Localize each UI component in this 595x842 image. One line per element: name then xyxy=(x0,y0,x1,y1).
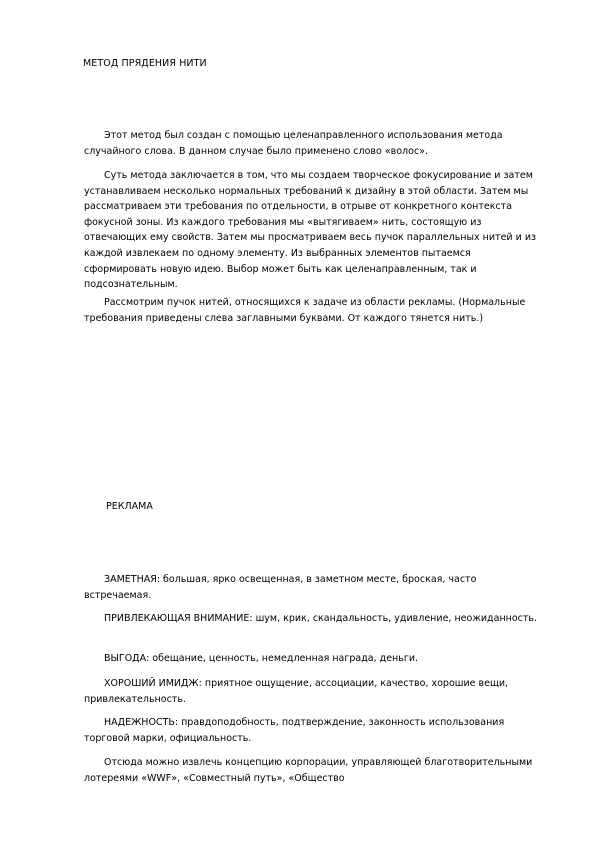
requirement-item: ЗАМЕТНАЯ: большая, ярко освещенная, в заметном месте, броская, часто встречаемая. xyxy=(84,574,477,601)
requirement-item: ВЫГОДА: обещание, ценность, немедленная награда, деньги. xyxy=(104,653,419,664)
method-description-paragraph: Суть метода заключается в том, что мы создаем творческое фокусирование и затем устанавливаем несколько нормальных требований к дизайну в этой области. Затем мы рассматриваем эти требования по отдельности, в отрыве от конкретного контекста фокусной зоны. Из каждого требования мы «вытягиваем» нить, состоящую из отвечающих ему свойств. Затем мы просматриваем весь пучок параллельных нитей и из каждой извлекаем по одному элементу. Из выбранных элементов пытаемся сформировать новую идею. Выбор может быть как целенаправленным, так и подсознательным. xyxy=(84,170,537,291)
document-title: МЕТОД ПРЯДЕНИЯ НИТИ xyxy=(83,58,207,69)
section-heading: РЕКЛАМА xyxy=(106,501,153,512)
closing-paragraph: Отсюда можно извлечь концепцию корпорации, управляющей благотворительными лотереями «WWF», «Совместный путь», «Общество xyxy=(84,757,533,784)
requirement-item: НАДЕЖНОСТЬ: правдоподобность, подтверждение, законность использования торговой марки, официальность. xyxy=(84,717,505,744)
intro-paragraph: Этот метод был создан с помощью целенаправленного использования метода случайного слова. В данном случае было применено слово «волос». xyxy=(84,130,503,157)
requirement-item: ПРИВЛЕКАЮЩАЯ ВНИМАНИЕ: шум, крик, скандальность, удивление, неожиданность. xyxy=(104,613,538,624)
requirement-item: ХОРОШИЙ ИМИДЖ: приятное ощущение, ассоциации, качество, хорошие вещи, привлекательность. xyxy=(84,678,509,705)
example-intro-paragraph: Рассмотрим пучок нитей, относящихся к задаче из области рекламы. (Нормальные требования приведены слева заглавными буквами. От каждого тянется нить.) xyxy=(84,297,526,324)
